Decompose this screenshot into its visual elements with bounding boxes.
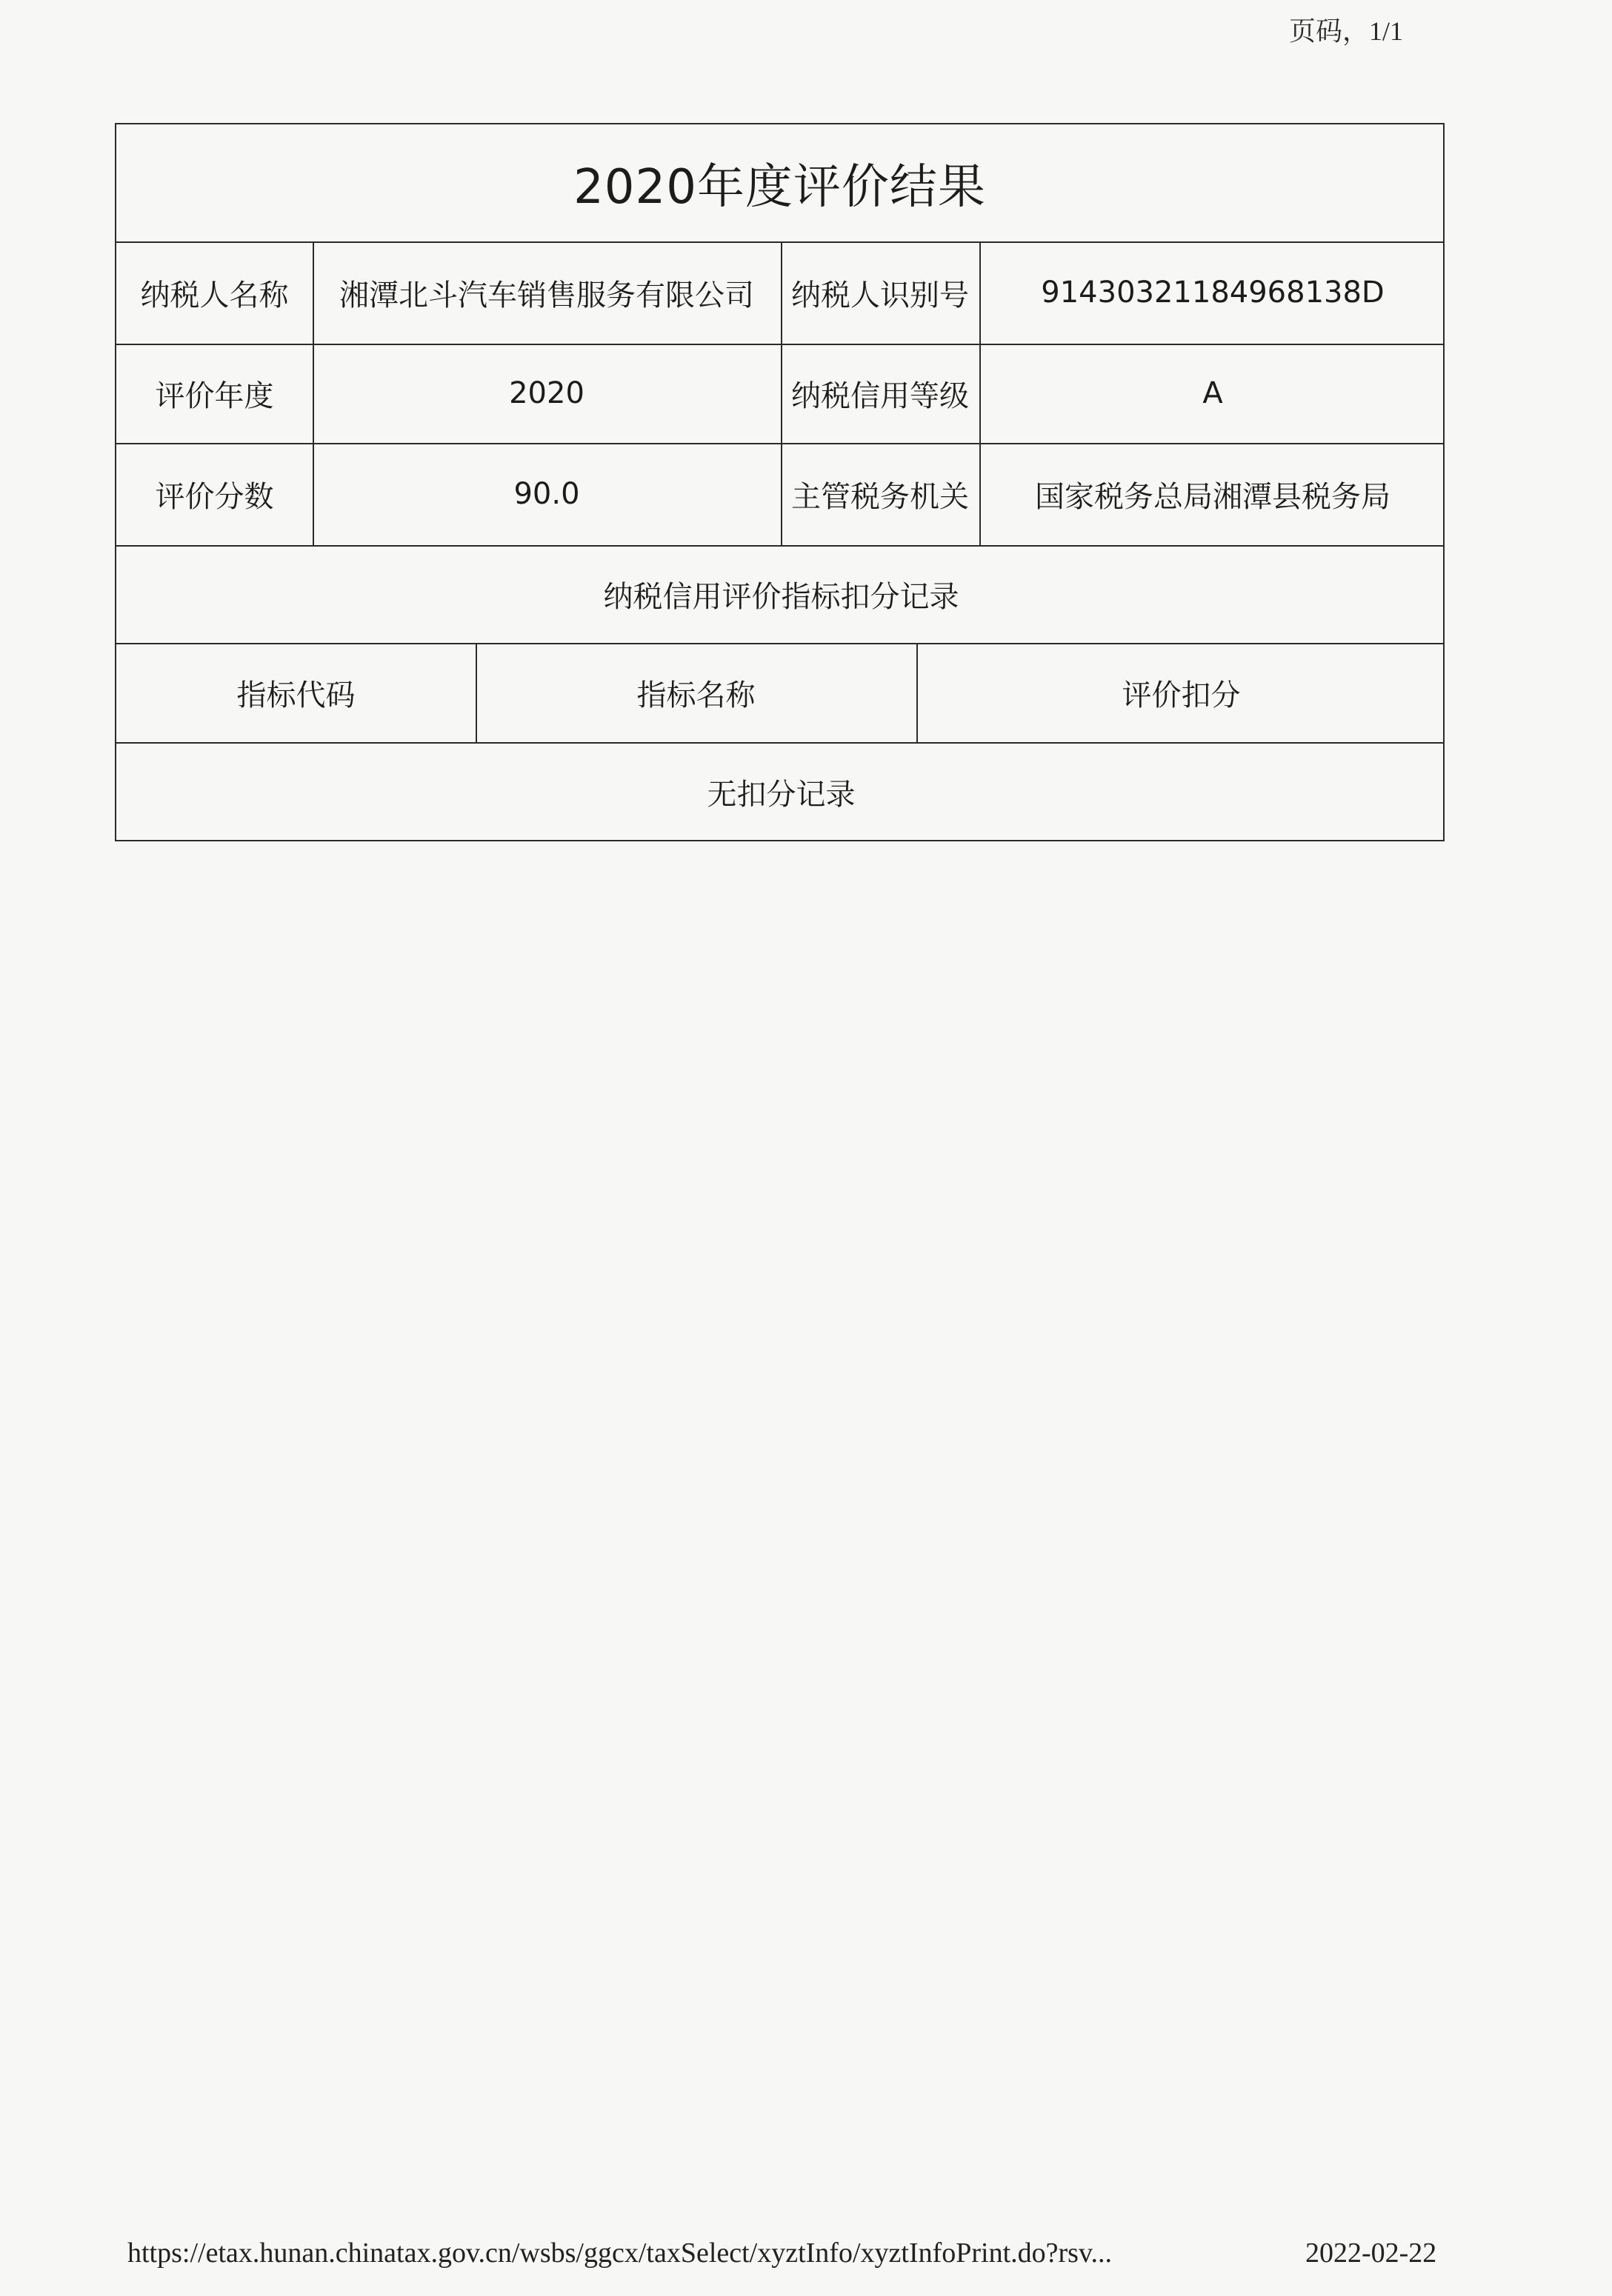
label-evaluation-year: 评价年度: [155, 378, 274, 413]
label-credit-level: 纳税信用等级: [791, 378, 969, 413]
no-deduction-record: 无扣分记录: [707, 777, 856, 812]
value-tax-authority: 国家税务总局湘潭县税务局: [1035, 479, 1390, 514]
value-credit-level: A: [1202, 376, 1223, 410]
value-evaluation-score: 90.0: [513, 477, 580, 511]
evaluation-result-table: [115, 123, 1445, 841]
value-evaluation-year: 2020: [509, 376, 584, 410]
footer-date: 2022-02-22: [1305, 2237, 1437, 2269]
footer-url: https://etax.hunan.chinatax.gov.cn/wsbs/ggcx/taxSelect/xyztInfo/xyztInfoPrint.do?rsv...: [127, 2237, 1112, 2269]
table-title: 2020年度评价结果: [573, 160, 986, 215]
label-evaluation-score: 评价分数: [155, 479, 274, 514]
deduction-section-title: 纳税信用评价指标扣分记录: [603, 579, 959, 614]
label-tax-authority: 主管税务机关: [791, 479, 969, 514]
value-taxpayer-name: 湘潭北斗汽车销售服务有限公司: [339, 278, 754, 313]
header-deduction-points: 评价扣分: [1122, 678, 1241, 713]
header-indicator-code: 指标代码: [236, 678, 356, 713]
label-taxpayer-name: 纳税人名称: [140, 278, 289, 313]
label-taxpayer-id: 纳税人识别号: [791, 278, 969, 313]
value-taxpayer-id: 91430321184968138D: [1041, 276, 1385, 310]
header-indicator-name: 指标名称: [636, 678, 756, 713]
page-number: 页码，1/1: [1289, 16, 1404, 46]
